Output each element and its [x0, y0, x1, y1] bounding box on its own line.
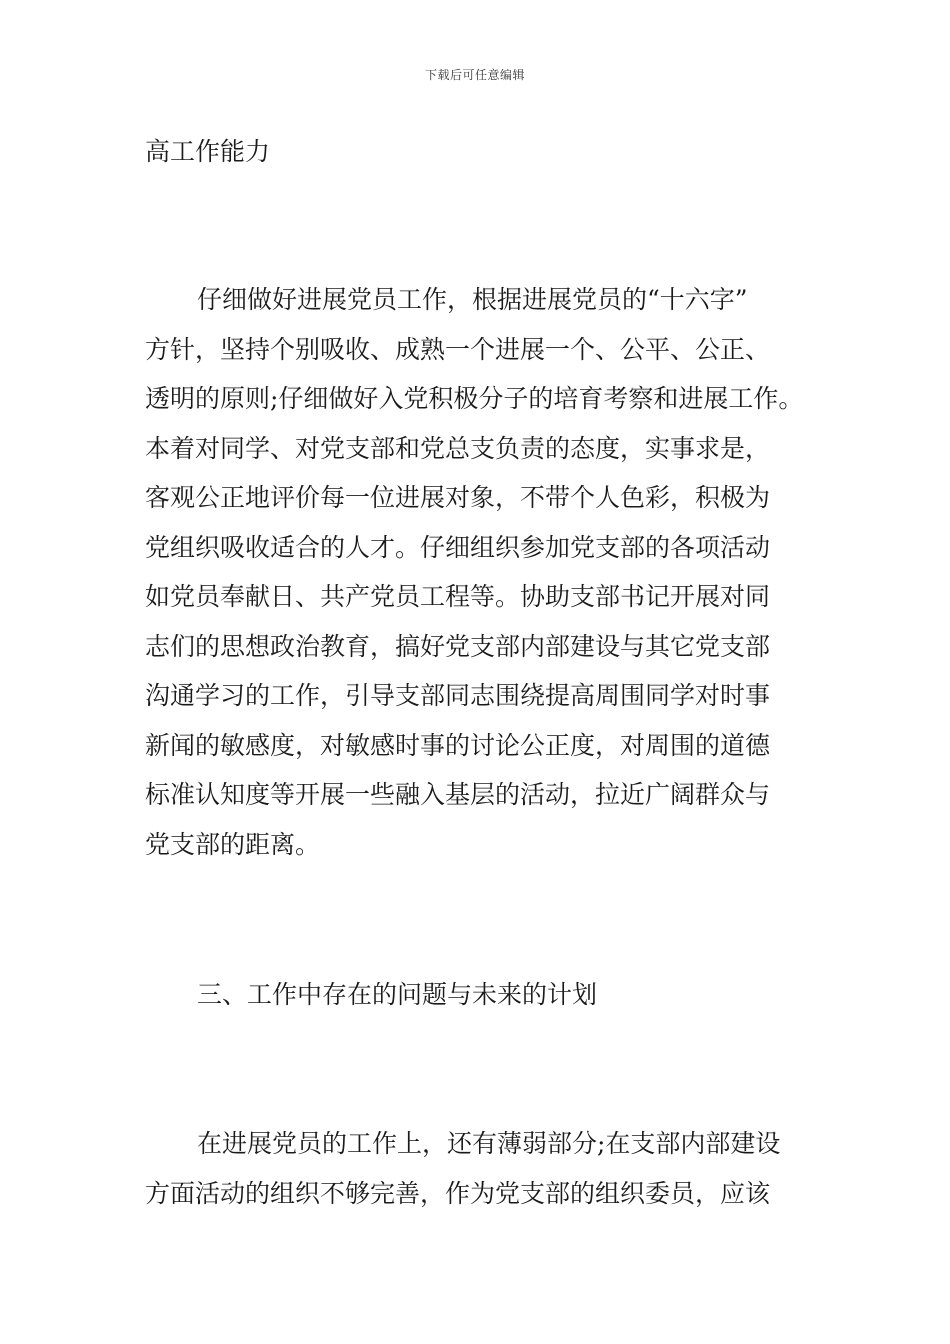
page-header-note: 下载后可任意编辑 — [424, 68, 525, 82]
paragraph-weaknesses: 在进展党员的工作上，还有薄弱部分;在支部内部建设 方面活动的组织不够完善，作为党支部的组织委员，应该 — [145, 1129, 781, 1208]
continuation-line: 高工作能力 — [145, 137, 271, 166]
paragraph-party-member-development: 仔细做好进展党员工作，根据进展党员的“十六字” 方针，坚持个别吸收、成熟一个进展一个、公平、公正、 透明的原则;仔细做好入党积极分子的培育考察和进展工作。 本着对同学、对党支部和党总支负责的态度，实事求是， 客观公正地评价每一位进展对象，不带个人色彩，积极为 党组织吸收适合的人才。仔细组织参加党支部的各项活动 如党员奉献日、共产党员工程等。协助支部书记开展对同 志们的思想政治教育，搞好党支部内部建设与其它党支部 沟通学习的工作，引导支部同志围绕提高周围同学对时事 新闻的敏感度，对敏感时事的讨论公正度，对周围的道德 标准认知度等开展一些融入基层的活动，拉近广阔群众与 党支部的距离。 — [145, 285, 804, 859]
section-heading-problems-and-plans: 三、工作中存在的问题与未来的计划 — [197, 980, 598, 1009]
